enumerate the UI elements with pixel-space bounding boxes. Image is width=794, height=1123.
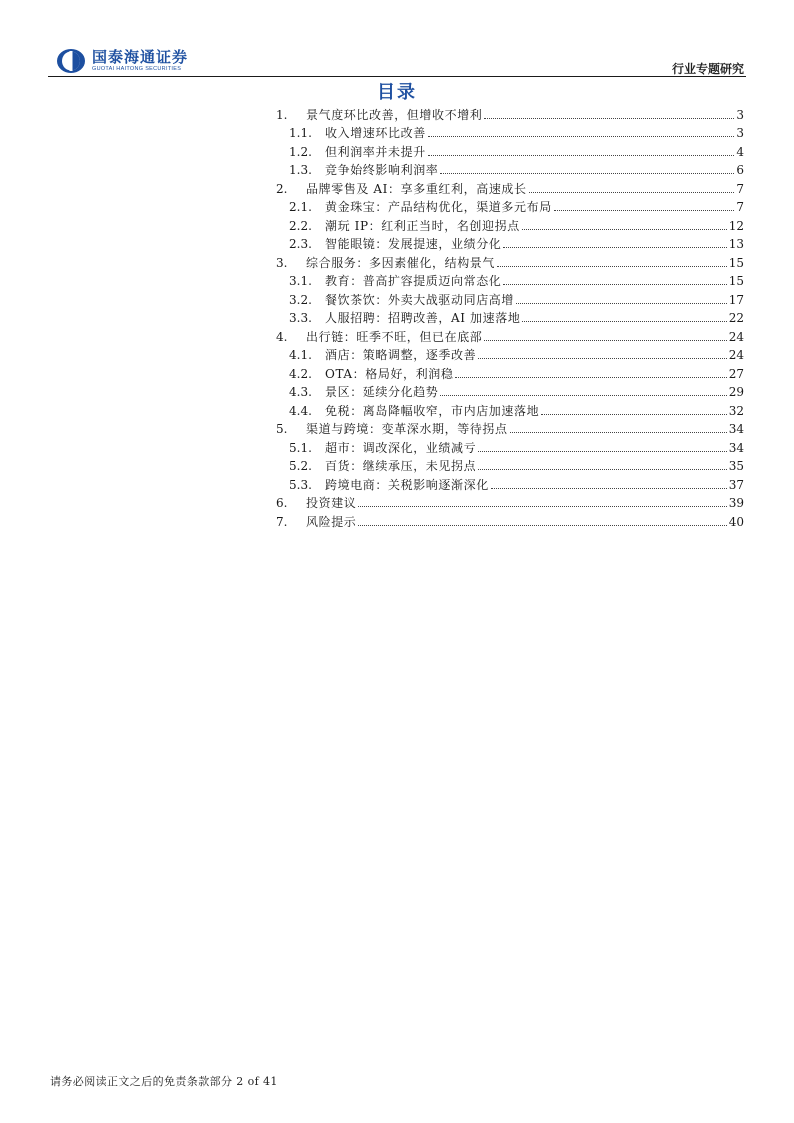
toc-dot-leader — [358, 525, 726, 526]
logo-english-name: GUOTAI HAITONG SECURITIES — [92, 65, 182, 72]
toc-entry[interactable] — [276, 473, 744, 492]
toc-entry[interactable] — [276, 492, 744, 511]
toc-dot-leader — [510, 432, 727, 433]
toc-dot-leader — [440, 395, 726, 396]
toc-dot-leader — [428, 136, 735, 137]
toc-entry-title: 超市：调改深化，业绩减亏 — [325, 440, 477, 455]
toc-dot-leader — [484, 340, 726, 341]
page-header — [0, 0, 794, 80]
toc-entry-title: 智能眼镜：发展提速，业绩分化 — [325, 237, 502, 251]
toc-entry-title: 景气度环比改善，但增收不增利 — [306, 107, 483, 122]
toc-dot-leader — [516, 303, 727, 304]
toc-dot-leader — [503, 284, 726, 285]
toc-entry[interactable] — [276, 399, 744, 418]
toc-dot-leader — [522, 229, 727, 230]
toc-entry-page: 7 — [736, 181, 744, 196]
report-type-label: 行业专题研究 — [671, 62, 744, 76]
toc-entry-number: 2.1. — [289, 200, 312, 214]
toc-entry-title: 百货：继续承压，未见拐点 — [325, 459, 477, 473]
toc-entry-number: 3.3. — [289, 311, 312, 325]
toc-entry[interactable] — [276, 122, 744, 141]
toc-entry-page: 24 — [728, 329, 744, 344]
toc-entry-page: 32 — [728, 403, 744, 418]
table-of-contents — [276, 103, 744, 529]
toc-entry-title: 综合服务：多因素催化，结构景气 — [306, 255, 496, 270]
toc-entry-page: 17 — [728, 292, 744, 307]
toc-entry-page: 34 — [728, 440, 744, 455]
toc-entry-number: 4.4. — [289, 403, 312, 418]
toc-entry[interactable] — [276, 288, 744, 307]
toc-entry[interactable] — [276, 510, 744, 529]
toc-dot-leader — [529, 192, 735, 193]
page-footer: 请务必阅读正文之后的免责条款部分 2 of 41 — [50, 1075, 278, 1088]
toc-entry[interactable] — [276, 196, 744, 215]
toc-entry[interactable] — [276, 362, 744, 381]
toc-entry-title: 竞争始终影响利润率 — [325, 163, 439, 177]
toc-entry[interactable] — [276, 270, 744, 289]
toc-dot-leader — [522, 321, 726, 322]
toc-entry-page: 3 — [736, 107, 744, 122]
toc-entry-title: 景区：延续分化趋势 — [325, 385, 439, 399]
toc-dot-leader — [503, 247, 726, 248]
toc-entry-number: 1. — [276, 107, 288, 122]
toc-entry-page: 39 — [728, 496, 744, 510]
toc-entry-number: 4.1. — [289, 348, 312, 362]
toc-entry-title: 餐饮茶饮：外卖大战驱动同店高增 — [325, 292, 515, 307]
toc-entry-title: 品牌零售及 AI：享多重红利，高速成长 — [306, 181, 527, 196]
toc-entry-title: 出行链：旺季不旺，但已在底部 — [306, 329, 483, 344]
toc-dot-leader — [497, 266, 727, 267]
toc-entry-page: 35 — [728, 459, 744, 473]
toc-entry[interactable] — [276, 418, 744, 437]
toc-entry-title: 酒店：策略调整，逐季改善 — [325, 348, 477, 362]
toc-entry[interactable] — [276, 436, 744, 455]
toc-heading: 目录 — [377, 82, 417, 103]
toc-entry[interactable] — [276, 307, 744, 326]
toc-entry-page: 37 — [728, 477, 744, 492]
toc-entry-number: 5.3. — [289, 477, 312, 492]
toc-entry-page: 40 — [728, 514, 744, 529]
toc-entry-number: 5.1. — [289, 440, 312, 455]
toc-dot-leader — [541, 414, 727, 415]
toc-entry-number: 1.3. — [289, 163, 312, 177]
toc-dot-leader — [484, 118, 734, 119]
toc-entry-number: 1.1. — [289, 126, 312, 140]
logo-chinese-name: 国泰海通证券 — [92, 47, 189, 66]
toc-entry-number: 3.2. — [289, 292, 312, 307]
toc-dot-leader — [478, 358, 727, 359]
toc-entry-number: 3.1. — [289, 274, 312, 288]
toc-entry[interactable] — [276, 177, 744, 196]
toc-entry-number: 2. — [276, 181, 288, 196]
toc-entry-title: 教育：普高扩容提质迈向常态化 — [325, 274, 502, 288]
toc-entry-page: 7 — [736, 200, 744, 214]
toc-entry[interactable] — [276, 455, 744, 474]
toc-entry-title: 跨境电商：关税影响逐渐深化 — [325, 477, 489, 492]
toc-entry[interactable] — [276, 159, 744, 178]
toc-entry[interactable] — [276, 103, 744, 122]
toc-dot-leader — [491, 488, 727, 489]
toc-dot-leader — [358, 506, 726, 507]
toc-entry-title: 风险提示 — [306, 514, 357, 529]
toc-entry-title: 潮玩 IP：红利正当时，名创迎拐点 — [325, 218, 520, 233]
toc-entry-page: 29 — [728, 385, 744, 399]
toc-entry-page: 3 — [736, 126, 744, 140]
toc-entry-title: 黄金珠宝：产品结构优化，渠道多元布局 — [325, 200, 552, 214]
toc-entry-number: 4.3. — [289, 385, 312, 399]
toc-entry[interactable] — [276, 325, 744, 344]
toc-entry-page: 34 — [728, 422, 744, 436]
header-divider — [48, 76, 746, 77]
toc-entry-page: 6 — [736, 163, 744, 177]
toc-entry-page: 22 — [728, 311, 744, 325]
toc-dot-leader — [440, 173, 734, 174]
toc-entry-title: 投资建议 — [306, 496, 357, 510]
toc-entry-number: 7. — [276, 514, 288, 529]
toc-entry-page: 27 — [728, 366, 744, 381]
company-logo — [56, 48, 188, 74]
toc-entry-title: 免税：离岛降幅收窄，市内店加速落地 — [325, 403, 540, 418]
toc-entry-page: 4 — [736, 144, 744, 159]
toc-entry-title: OTA：格局好，利润稳 — [325, 366, 454, 381]
toc-entry-title: 但利润率并未提升 — [325, 144, 426, 159]
toc-entry-page: 15 — [728, 255, 744, 270]
toc-entry-number: 5. — [276, 422, 288, 436]
toc-entry-number: 2.3. — [289, 237, 312, 251]
toc-entry-number: 4.2. — [289, 366, 312, 381]
toc-dot-leader — [554, 210, 735, 211]
toc-entry-title: 渠道与跨境：变革深水期，等待拐点 — [306, 422, 508, 436]
toc-entry-page: 13 — [728, 237, 744, 251]
toc-entry-page: 12 — [728, 218, 744, 233]
toc-entry-title: 收入增速环比改善 — [325, 126, 426, 140]
toc-entry[interactable] — [276, 214, 744, 233]
toc-dot-leader — [428, 155, 735, 156]
toc-entry-number: 6. — [276, 496, 288, 510]
toc-entry[interactable] — [276, 251, 744, 270]
toc-dot-leader — [455, 377, 726, 378]
toc-entry-number: 5.2. — [289, 459, 312, 473]
toc-entry[interactable] — [276, 381, 744, 400]
logo-emblem-icon — [56, 48, 86, 74]
toc-dot-leader — [478, 469, 727, 470]
toc-entry[interactable] — [276, 140, 744, 159]
toc-entry-number: 3. — [276, 255, 288, 270]
toc-entry-page: 15 — [728, 274, 744, 288]
toc-entry-page: 24 — [728, 348, 744, 362]
toc-dot-leader — [478, 451, 727, 452]
toc-entry-number: 4. — [276, 329, 288, 344]
toc-entry-number: 2.2. — [289, 218, 312, 233]
toc-entry[interactable] — [276, 344, 744, 363]
toc-entry-title: 人服招聘：招聘改善，AI 加速落地 — [325, 311, 521, 325]
toc-entry[interactable] — [276, 233, 744, 252]
toc-entry-number: 1.2. — [289, 144, 312, 159]
